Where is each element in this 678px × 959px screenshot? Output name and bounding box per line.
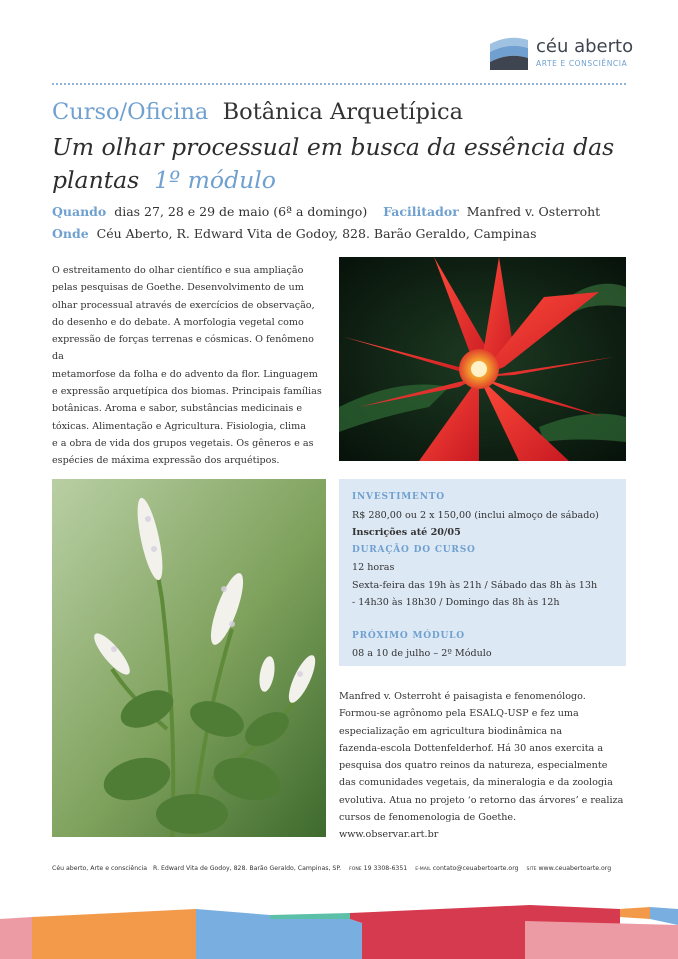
footer-email-label: E-MAIL	[415, 867, 431, 872]
bio-line: das comunidades vegetais, da mineralogia e da zoologia	[339, 777, 613, 789]
bio-line: pesquisa dos quatro reinos da natureza, especialmente	[339, 760, 608, 772]
page-subtitle	[52, 131, 642, 197]
course-description	[52, 262, 322, 470]
description-line: pelas pesquisas de Goethe. Desenvolvimento de um	[52, 282, 304, 294]
where-label: Onde	[52, 226, 89, 241]
logo-tagline: ARTE E CONSCIÊNCIA	[536, 59, 628, 68]
decorative-color-bands	[0, 905, 678, 959]
page-title	[52, 98, 463, 126]
mint-photo	[52, 479, 326, 837]
footer-phone: 19 3308-6351	[363, 865, 408, 872]
course-info-box	[339, 479, 626, 666]
description-line: botânicas. Aroma e sabor, substâncias medicinais e	[52, 403, 303, 415]
logo	[488, 34, 633, 72]
footer-site[interactable]: www.ceuabertoarte.org	[538, 865, 612, 872]
next-module-heading: PRÓXIMO MÓDULO	[352, 630, 465, 641]
bio-website-link[interactable]: www.observar.art.br	[339, 829, 439, 841]
footer-site-label: SITE	[526, 867, 537, 872]
description-line: tóxicas. Alimentação e Agricultura. Fisiologia, clima	[52, 420, 306, 432]
description-line: e a obra de vida dos grupos vegetais. Os gêneros e as	[52, 437, 314, 449]
bio-line: Manfred v. Osterroht é paisagista e fenomenólogo.	[339, 691, 586, 702]
subtitle-text: Um olhar processual em busca da essência das plantas	[52, 133, 615, 194]
header-divider	[52, 83, 626, 85]
footer-phone-label: FONE	[349, 867, 362, 872]
investment-heading: INVESTIMENTO	[352, 492, 445, 502]
bio-line: especialização em agricultura biodinâmica na	[339, 725, 563, 737]
description-line: metamorfose da folha e do advento da flor. Linguagem	[52, 368, 318, 380]
footer-email[interactable]: contato@ceuabertoarte.org	[432, 865, 519, 872]
meta-where	[52, 226, 537, 241]
facilitator-value: Manfred v. Osterroht	[466, 204, 601, 219]
description-line: e expressão arquetípica dos biomas. Principais famílias	[52, 386, 322, 398]
facilitator-bio	[339, 688, 629, 844]
description-line: expressão de forças terrenas e cósmicas. O fenômeno da	[52, 334, 314, 363]
flower-photo	[339, 257, 626, 461]
next-module-value: 08 a 10 de julho – 2º Módulo	[352, 648, 492, 659]
duration-hours: 12 horas	[352, 562, 395, 573]
description-line: espécies de máxima expressão dos arquétipos.	[52, 455, 280, 467]
facilitator-label: Facilitador	[383, 204, 459, 219]
bio-line: fazenda-escola Dottenfelderhof. Há 30 anos exercita a	[339, 742, 604, 754]
where-value: Céu Aberto, R. Edward Vita de Godoy, 828. Barão Geraldo, Campinas	[96, 226, 537, 241]
logo-mark-icon	[488, 34, 530, 72]
module-label: 1º módulo	[154, 166, 276, 194]
bio-line: cursos de fenomenologia de Goethe.	[339, 812, 517, 824]
when-label: Quando	[52, 204, 107, 219]
investment-value: R$ 280,00 ou 2 x 150,00 (inclui almoço de sábado)	[352, 509, 599, 521]
description-line: O estreitamento do olhar científico e sua ampliação	[52, 265, 304, 276]
logo-name: céu aberto	[536, 36, 634, 57]
meta-when-facilitator	[52, 204, 600, 219]
title-lead: Curso/Oficina	[52, 99, 209, 125]
bio-line: evolutiva. Atua no projeto ‘o retorno das árvores’ e realiza	[339, 794, 624, 806]
bio-line: Formou-se agrônomo pela ESALQ-USP e fez uma	[339, 708, 579, 720]
footer-org: Céu aberto, Arte e consciência	[52, 865, 148, 872]
schedule-line: Sexta-feira das 19h às 21h / Sábado das 8h às 13h	[352, 579, 598, 591]
description-line: olhar processual através de exercícios de observação,	[52, 299, 315, 311]
description-line: do desenho e do debate. A morfologia vegetal como	[52, 316, 304, 328]
title-main: Botânica Arquetípica	[222, 99, 464, 125]
registration-deadline: Inscrições até 20/05	[352, 527, 461, 538]
duration-heading: DURAÇÃO DO CURSO	[352, 544, 476, 555]
when-value: dias 27, 28 e 29 de maio (6ª a domingo)	[114, 204, 368, 219]
footer-address: R. Edward Vita de Godoy, 828. Barão Geraldo, Campinas, SP.	[152, 865, 342, 872]
schedule-line: - 14h30 às 18h30 / Domingo das 8h às 12h	[352, 597, 560, 608]
footer	[52, 865, 611, 872]
